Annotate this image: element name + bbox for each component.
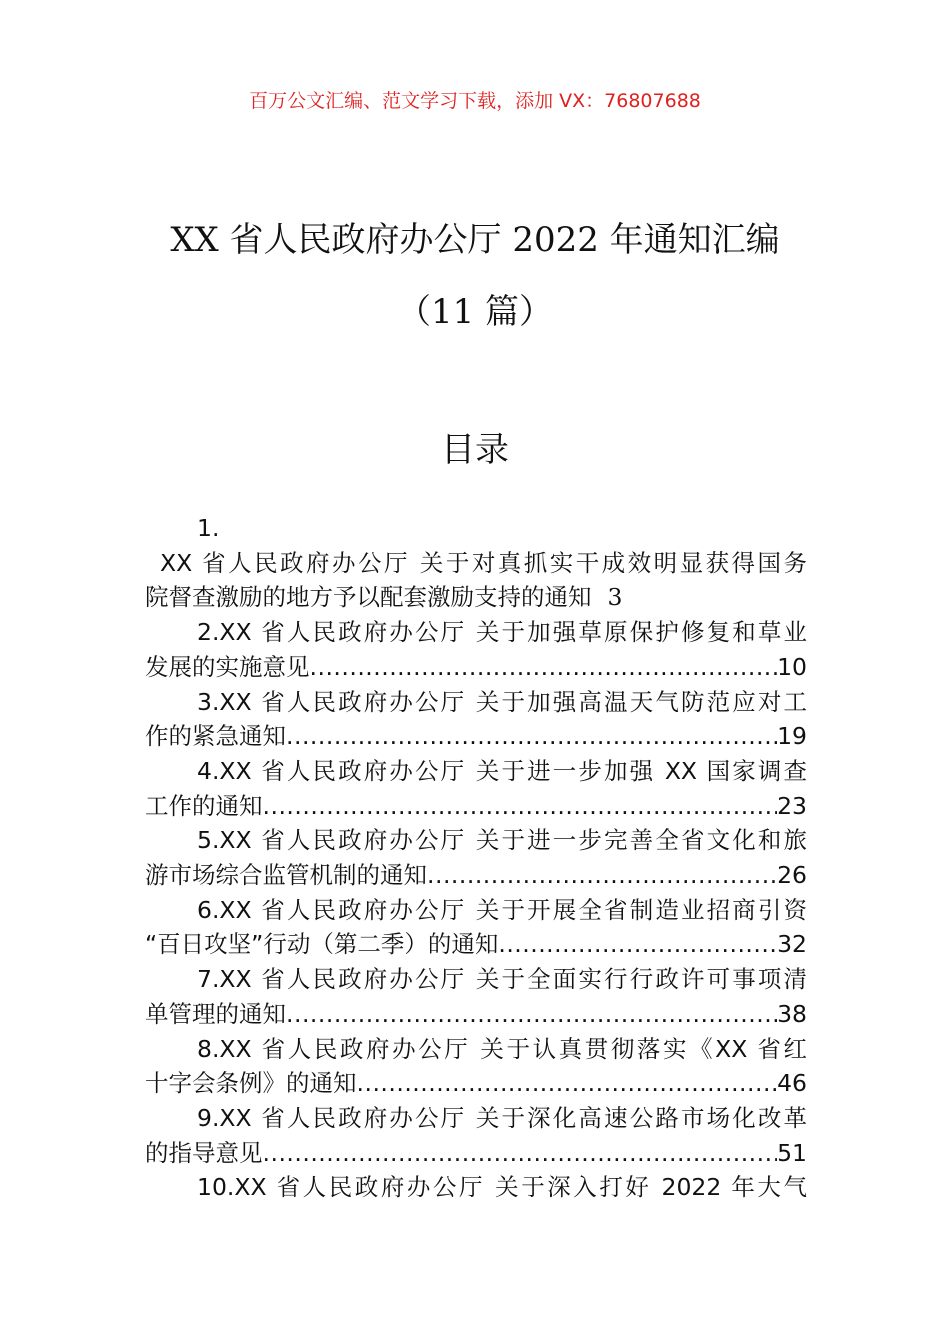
toc-entry-line1: 10.XX 省人民政府办公厅 关于深入打好 2022 年大气 <box>197 1173 807 1202</box>
toc-entry[interactable] <box>145 1101 807 1170</box>
toc-entry-line1: 2.XX 省人民政府办公厅 关于加强草原保护修复和草业 <box>197 618 807 647</box>
leader-dots <box>286 719 777 754</box>
toc-heading: 目录 <box>441 430 509 470</box>
toc-entry-line2: 的指导意见 <box>145 1138 263 1167</box>
toc-entry-line2: 游市场综合监管机制的通知 <box>145 861 427 890</box>
toc-entry[interactable] <box>145 615 807 684</box>
toc-entry[interactable] <box>145 685 807 754</box>
leader-dots <box>427 858 777 893</box>
toc-entry[interactable] <box>145 511 807 615</box>
toc-entry-number: 1. <box>197 514 220 542</box>
leader-dots <box>263 1136 778 1171</box>
document-subtitle: （11 篇） <box>396 292 554 332</box>
toc-page-number: 3 <box>607 583 623 612</box>
toc-entry-line1: 9.XX 省人民政府办公厅 关于深化高速公路市场化改革 <box>197 1103 807 1132</box>
toc-entry[interactable] <box>145 754 807 823</box>
toc-entry-line1: 6.XX 省人民政府办公厅 关于开展全省制造业招商引资 <box>197 895 807 924</box>
toc-page-number: 23 <box>777 791 807 820</box>
leader-dots <box>286 997 777 1032</box>
toc-entry-line2: 工作的通知 <box>145 791 263 820</box>
toc-entry[interactable] <box>145 962 807 1031</box>
leader-dots <box>263 789 778 824</box>
toc-entry-line1: 5.XX 省人民政府办公厅 关于进一步完善全省文化和旅 <box>197 826 807 855</box>
leader-dots <box>357 1066 778 1101</box>
toc-entry-line2: 发展的实施意见 <box>145 652 310 681</box>
toc-entry-line1: XX 省人民政府办公厅 关于对真抓实干成效明显获得国务 <box>160 548 807 577</box>
toc-page-number: 32 <box>777 930 807 959</box>
toc-page-number: 19 <box>777 722 807 751</box>
leader-dots <box>498 927 777 962</box>
toc-entry-line2: 单管理的通知 <box>145 999 286 1028</box>
toc-entry-line1: 8.XX 省人民政府办公厅 关于认真贯彻落实《XX 省红 <box>197 1034 807 1063</box>
toc-entry-line2: 作的紧急通知 <box>145 722 286 751</box>
toc-page-number: 38 <box>777 999 807 1028</box>
toc-entry-line1: 3.XX 省人民政府办公厅 关于加强高温天气防范应对工 <box>197 687 807 716</box>
toc-page-number: 46 <box>777 1069 807 1098</box>
toc-page-number: 26 <box>777 861 807 890</box>
toc-entry[interactable] <box>145 1170 807 1205</box>
watermark-banner: 百万公文汇编、范文学习下载，添加 VX：76807688 <box>249 90 701 112</box>
toc-entry[interactable] <box>145 1032 807 1101</box>
document-title: XX 省人民政府办公厅 2022 年通知汇编 <box>170 220 780 260</box>
table-of-contents <box>145 511 807 1205</box>
toc-entry-line1: 7.XX 省人民政府办公厅 关于全面实行行政许可事项清 <box>197 965 807 994</box>
toc-entry[interactable] <box>145 823 807 892</box>
toc-page-number: 51 <box>777 1138 807 1167</box>
toc-entry-line2: 十字会条例》的通知 <box>145 1069 357 1098</box>
leader-dots <box>310 650 778 685</box>
toc-entry[interactable] <box>145 893 807 962</box>
toc-entry-line1: 4.XX 省人民政府办公厅 关于进一步加强 XX 国家调查 <box>197 756 807 785</box>
toc-entry-line2: “百日攻坚”行动（第二季）的通知 <box>145 930 499 959</box>
toc-entry-line2: 院督查激励的地方予以配套激励支持的通知 <box>145 583 592 612</box>
toc-page-number: 10 <box>777 652 807 681</box>
